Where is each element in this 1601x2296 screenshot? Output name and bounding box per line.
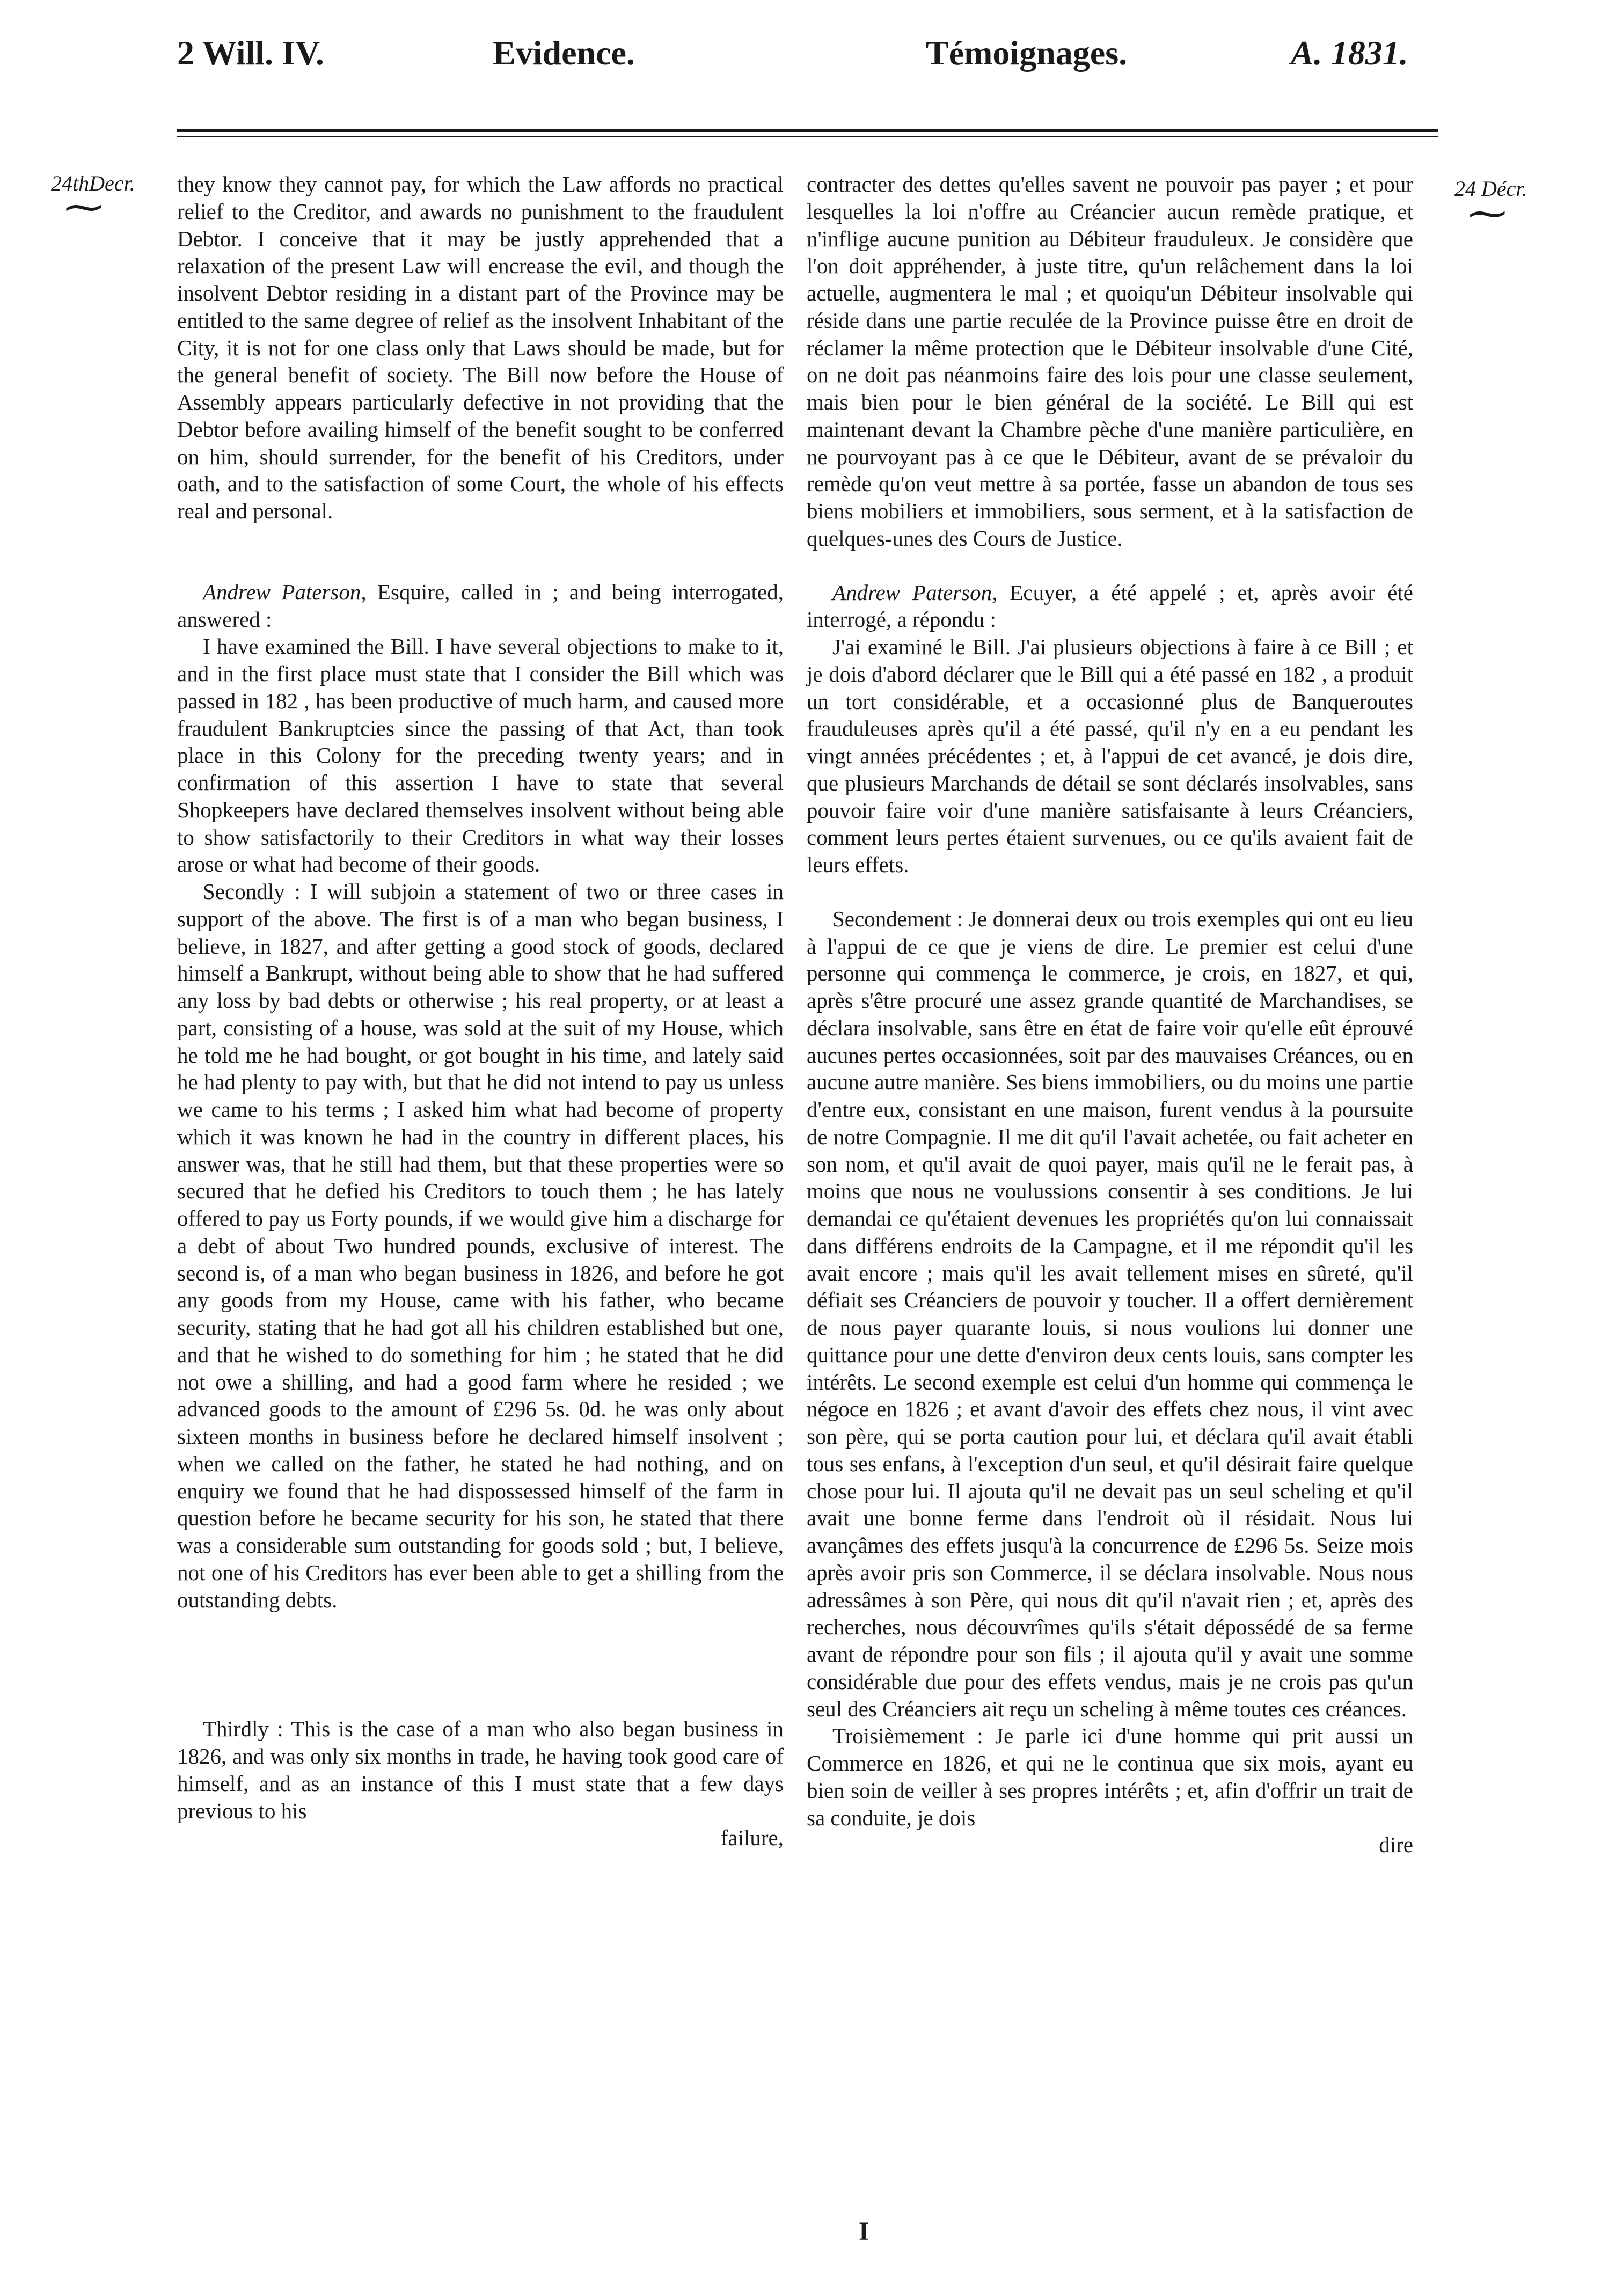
english-witness-intro bbox=[177, 579, 784, 633]
regnal-year: 2 Will. IV. bbox=[177, 34, 324, 72]
french-witness-intro bbox=[807, 579, 1413, 634]
french-column bbox=[807, 171, 1413, 1859]
margin-ornament-left: ⁓ bbox=[64, 186, 103, 229]
english-witness-name: Andrew Paterson, bbox=[203, 579, 367, 604]
header-rule-thin bbox=[177, 136, 1438, 137]
french-paragraph-5: Troisièmement : Je parle ici d'une homme qui prit aussi un Commerce en 1826, et qui ne le continua que six mois, ayant eu bien soin de veiller à ses propres intérêts ; et, afin d'offrir un trait de sa conduite, je dois bbox=[807, 1723, 1413, 1830]
english-catchword: failure, bbox=[720, 1825, 784, 1851]
header-title-english: Evidence. bbox=[493, 34, 635, 72]
english-witness-intro-text: Esquire, called in ; and being interrogated, answered : bbox=[177, 579, 784, 632]
english-paragraph-5: Thirdly : This is the case of a man who also began business in 1826, and was only six months in trade, he having took good care of himself, and as an instance of this I must state that a few days previous to his bbox=[177, 1716, 784, 1823]
english-paragraph-1: they know they cannot pay, for which the Law affords no practical relief to the Creditor, and awards no punishment to the fraudulent Debtor. I conceive that it may be justly apprehended that a relaxation of the present Law will encrease the evil, and though the insolvent Debtor residing in a distant part of the Province may be entitled to the same degree of relief as the insolvent Inhabitant of the City, it is not for one class only that Laws should be made, but for the general benefit of society. The Bill now before the House of Assembly appears particularly defective in not providing that the Debtor before availing himself of the benefit sought to be conferred on him, should surrender, for the benefit of his Creditors, under oath, and to the satisfaction of some Court, the whole of his effects real and personal. bbox=[177, 172, 784, 523]
header-year: A. 1831. bbox=[1291, 34, 1408, 72]
french-paragraph-4: Secondement : Je donnerai deux ou trois exemples qui ont eu lieu à l'appui de ce que je viens de dire. Le premier est celui d'une personne qui commença le commerce, je crois, en 1827, et qui, après s'être procuré une assez grande quantité de Marchandises, se déclara insolvable, sans être en état de faire voir qu'elle eût éprouvé aucunes pertes occasionnées, soit par des mauvaises Créances, ou en aucune autre manière. Ses biens immobiliers, ou du moins une partie d'entre eux, consistant en une maison, furent vendus à la poursuite de notre Compagnie. Il me dit qu'il l'avait achetée, ou fait acheter en son nom, et qu'il avait de quoi payer, mais qu'il ne le ferait pas, à moins que nous ne voulussions consentir à ses conditions. Je lui demandai ce qu'étaient devenues les propriétés qu'on lui connaissait dans différens endroits de la Campagne, et il me répondit qu'il les avait encore ; mais qu'il les avait tellement mises en sûreté, qu'il défiait ses Créanciers de pouvoir y toucher. Il a offert dernièrement de nous payer quarante louis, si nous voulions lui donner une quittance pour une dette d'environ deux cents louis, sans compter les intérêts. Le second exemple est celui d'un homme qui commença le négoce en 1826 ; et avant d'avoir des effets chez nous, il vint avec son père, qui se porta caution pour lui, et déclara qu'il avait établi tous ses enfans, à l'exception d'un seul, et qu'il désirait faire quelque chose pour lui. Il ajouta qu'il ne devait pas un seul scheling et qu'il avait une bonne ferme dans l'endroit où il résidait. Nous lui avançâmes des effets jusqu'à la concurrence de £296 5s. Seize mois après avoir pris son Commerce, il se déclara insolvable. Nous nous adressâmes à son Père, qui nous dit qu'il n'avait rien ; et, après des recherches, nous découvrîmes qu'ils s'était dépossédé de sa ferme avant de répondre pour son fils ; il ajouta qu'il y avait une somme considérable due pour des effets vendus, mais je ne crois pas qu'un seul des Créanciers ait reçu un scheling à même toutes ces créances. bbox=[807, 906, 1413, 1721]
english-paragraph-3: I have examined the Bill. I have several objections to make to it, and in the first place must state that I consider the Bill which was passed in 182 , has been productive of much harm, and caused more fraudulent Bankruptcies since the passing of that Act, than took place in this Colony for the preceding twenty years; and in confirmation of this assertion I have to state that several Shopkeepers have declared themselves insolvent without being able to show satisfactorily to their Creditors in what way their losses arose or what had become of their goods. bbox=[177, 634, 784, 877]
header-rule-thick bbox=[177, 129, 1438, 132]
margin-date-left: 24thDecr. bbox=[51, 171, 135, 195]
french-paragraph-3: J'ai examiné le Bill. J'ai plusieurs objections à faire à ce Bill ; et je dois d'abord déclarer que le Bill qui a été passé en 182 , a produit un tort considérable, et a occasionné plus de Banqueroutes frauduleuses après qu'il a été passé, qu'il n'y en a eu pendant les vingt années précédentes ; et, à l'appui de cet avancé, je dois dire, que plusieurs Marchands de détail se sont déclarés insolvables, sans pouvoir faire voir d'une manière satisfaisante à leurs Créanciers, comment leurs pertes étaient survenues, ou ce qu'ils avaient fait de leurs effets. bbox=[807, 634, 1413, 877]
french-catchword: dire bbox=[1379, 1832, 1413, 1858]
margin-date-right: 24 Décr. bbox=[1454, 177, 1527, 201]
french-paragraph-1: contracter des dettes qu'elles savent ne pouvoir pas payer ; et pour lesquelles la loi n'offre au Créancier aucun remède pratique, et n'inflige aucune punition au Débiteur frauduleux. Je considère que l'on doit appréhender, à juste titre, qu'un relâchement dans la loi actuelle, augmentera le mal ; et quoiqu'un Débiteur insolvable qui réside dans une partie reculée de la Province puisse être en droit de réclamer la même protection que le Débiteur insolvable d'une Cité, on ne doit pas néanmoins faire des lois pour une classe seulement, mais bien pour le bien général de la société. Le Bill qui est maintenant devant la Chambre pèche d'une manière particulière, en ne pourvoyant pas à ce que le Débiteur, avant de se prévaloir du remède qu'on veut mettre à sa portée, fasse un abandon de tous ses biens mobiliers et immobiliers, sous serment, et à la satisfaction de quelques-unes des Cours de Justice. bbox=[807, 172, 1413, 551]
english-paragraph-4: Secondly : I will subjoin a statement of two or three cases in support of the above. The first is of a man who began business, I believe, in 1827, and after getting a good stock of goods, declared himself a Bankrupt, without being able to show that he had suffered any loss by bad debts or otherwise ; his real property, or at least a part, consisting of a house, was sold at the suit of my House, which he told me he had bought, or got bought in his time, and lately said he had plenty to pay with, but that he did not intend to pay us unless we came to his terms ; I asked him what had become of property which it was known he had in the country in different places, his answer was, that he still had them, but that these properties were so secured that he defied his Creditors to touch them ; he has lately offered to pay us Forty pounds, if we would give him a discharge for a debt of about Two hundred pounds, exclusive of interest. The second is, of a man who began business in 1826, and before he got any goods from my House, came with his father, who became security, stating that he had got all his children established but one, and that he wished to do something for him ; he stated that he did not owe a shilling, and had a good farm where he resided ; we advanced goods to the amount of £296 5s. 0d. he was only about sixteen months in business before he declared himself insolvent ; when we called on the father, he stated he had nothing, and on enquiry we found that he had dispossessed himself of the farm in question before he became security for his son, he stated that there was a considerable sum outstanding for goods sold ; but, I believe, not one of his Creditors has ever been able to get a shilling from the outstanding debts. bbox=[177, 879, 784, 1612]
english-column bbox=[177, 171, 784, 1852]
french-witness-intro-text: Ecuyer, a été appelé ; et, après avoir été interrogé, a répondu : bbox=[807, 580, 1413, 632]
margin-ornament-right: ⁓ bbox=[1468, 192, 1507, 235]
signature-mark: I bbox=[859, 2217, 869, 2246]
french-witness-name: Andrew Paterson, bbox=[832, 580, 998, 605]
header-title-french: Témoignages. bbox=[926, 34, 1128, 72]
